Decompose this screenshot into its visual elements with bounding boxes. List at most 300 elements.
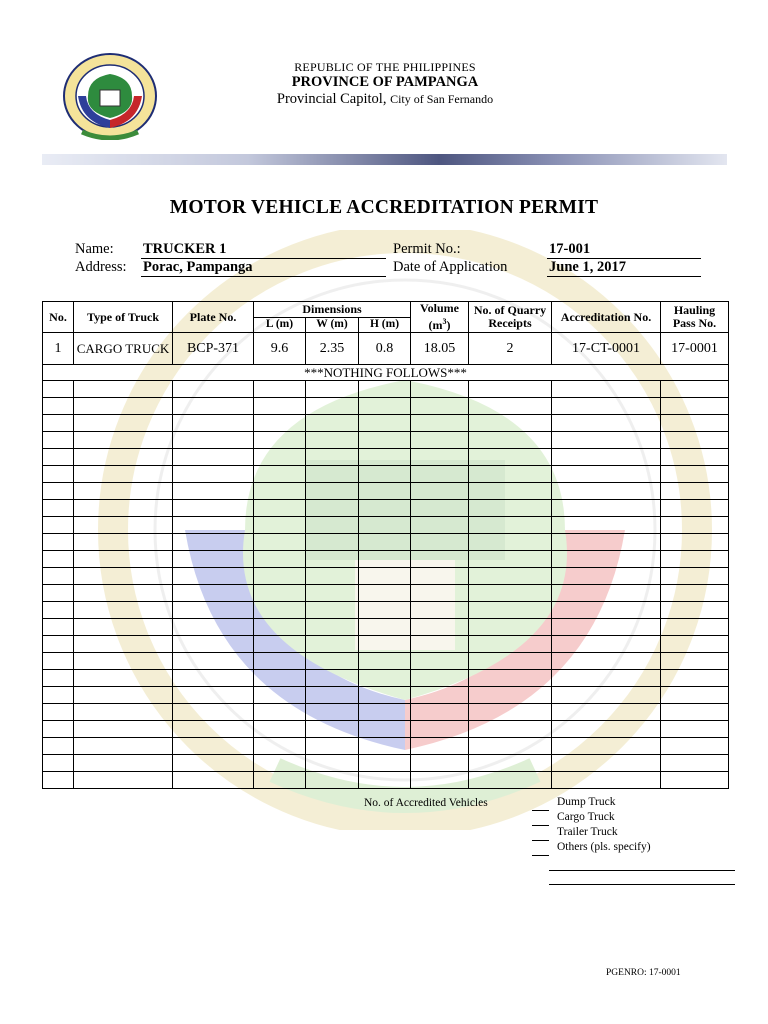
- table-cell: [254, 772, 306, 789]
- table-cell: [306, 500, 359, 517]
- nothing-follows-text: ***NOTHING FOLLOWS***: [43, 365, 729, 381]
- table-cell: [74, 772, 173, 789]
- table-cell: [552, 636, 661, 653]
- table-cell: [306, 585, 359, 602]
- table-row: [43, 449, 729, 466]
- table-row: [43, 333, 729, 365]
- table-cell: [306, 636, 359, 653]
- table-cell: [661, 670, 729, 687]
- table-cell: [254, 653, 306, 670]
- table-cell: [43, 721, 74, 738]
- table-cell: [552, 534, 661, 551]
- table-cell: [552, 738, 661, 755]
- table-cell: [411, 415, 469, 432]
- table-cell: [306, 398, 359, 415]
- table-cell: [359, 721, 411, 738]
- table-cell: [552, 772, 661, 789]
- table-cell: [469, 687, 552, 704]
- table-cell: [173, 602, 254, 619]
- empty-rows: [43, 381, 729, 789]
- table-cell: [411, 636, 469, 653]
- table-cell: [254, 551, 306, 568]
- table-cell: [43, 619, 74, 636]
- table-cell: [306, 687, 359, 704]
- table-cell: [552, 602, 661, 619]
- table-cell: [469, 381, 552, 398]
- table-cell: [411, 585, 469, 602]
- table-cell: [43, 551, 74, 568]
- table-cell: [173, 738, 254, 755]
- table-cell: [411, 398, 469, 415]
- specify-line-1: [549, 870, 735, 871]
- col-accreditation-header: Accreditation No.: [552, 302, 661, 333]
- header-republic: REPUBLIC OF THE PHILIPPINES: [294, 60, 476, 74]
- trailer-truck-blank: [532, 840, 549, 841]
- table-cell: [74, 500, 173, 517]
- table-cell: [306, 670, 359, 687]
- table-cell: [469, 738, 552, 755]
- row-length: 9.6: [254, 333, 306, 365]
- table-cell: [254, 483, 306, 500]
- table-cell: [661, 500, 729, 517]
- table-cell: [469, 619, 552, 636]
- address-value: Porac, Pampanga: [141, 259, 386, 277]
- table-cell: [254, 517, 306, 534]
- header-divider-band: [42, 154, 727, 165]
- table-cell: [43, 687, 74, 704]
- table-cell: [552, 653, 661, 670]
- table-row: [43, 619, 729, 636]
- table-cell: [254, 415, 306, 432]
- table-cell: [173, 670, 254, 687]
- table-cell: [359, 585, 411, 602]
- table-cell: [661, 721, 729, 738]
- table-cell: [43, 670, 74, 687]
- table-row: [43, 483, 729, 500]
- table-cell: [411, 432, 469, 449]
- table-cell: [254, 704, 306, 721]
- table-cell: [43, 704, 74, 721]
- table-cell: [43, 585, 74, 602]
- address-label: Address:: [75, 259, 127, 275]
- table-cell: [359, 602, 411, 619]
- table-cell: [552, 381, 661, 398]
- table-cell: [469, 670, 552, 687]
- table-cell: [469, 534, 552, 551]
- table-cell: [469, 466, 552, 483]
- table-cell: [552, 568, 661, 585]
- table-cell: [411, 687, 469, 704]
- header-capitol: [240, 91, 530, 108]
- table-cell: [469, 585, 552, 602]
- table-cell: [661, 755, 729, 772]
- table-cell: [43, 738, 74, 755]
- table-cell: [306, 772, 359, 789]
- table-cell: [661, 653, 729, 670]
- table-cell: [173, 687, 254, 704]
- table-cell: [411, 534, 469, 551]
- table-cell: [469, 398, 552, 415]
- table-cell: [552, 500, 661, 517]
- table-cell: [359, 738, 411, 755]
- table-cell: [469, 602, 552, 619]
- table-cell: [43, 568, 74, 585]
- volume-header-unit: (m: [428, 318, 443, 332]
- table-cell: [74, 568, 173, 585]
- table-cell: [173, 534, 254, 551]
- table-cell: [306, 551, 359, 568]
- table-row: [43, 738, 729, 755]
- table-cell: [661, 602, 729, 619]
- table-cell: [552, 432, 661, 449]
- table-cell: [359, 619, 411, 636]
- table-cell: [254, 755, 306, 772]
- table-cell: [552, 687, 661, 704]
- table-cell: [74, 449, 173, 466]
- table-cell: [74, 534, 173, 551]
- col-h-header: H (m): [359, 317, 411, 333]
- table-cell: [359, 517, 411, 534]
- table-row: [43, 500, 729, 517]
- table-cell: [173, 721, 254, 738]
- table-cell: [173, 500, 254, 517]
- table-cell: [359, 466, 411, 483]
- table-cell: [469, 517, 552, 534]
- table-cell: [173, 398, 254, 415]
- table-cell: [74, 398, 173, 415]
- vehicle-table: [42, 301, 729, 789]
- table-cell: [43, 449, 74, 466]
- table-cell: [74, 721, 173, 738]
- table-cell: [254, 721, 306, 738]
- table-cell: [173, 704, 254, 721]
- table-cell: [552, 517, 661, 534]
- table-cell: [661, 449, 729, 466]
- table-cell: [661, 398, 729, 415]
- table-cell: [359, 500, 411, 517]
- table-cell: [173, 517, 254, 534]
- table-cell: [306, 415, 359, 432]
- col-volume-header: [411, 302, 469, 333]
- table-cell: [74, 415, 173, 432]
- table-cell: [552, 670, 661, 687]
- table-cell: [552, 466, 661, 483]
- table-cell: [173, 585, 254, 602]
- table-cell: [74, 483, 173, 500]
- col-plate-header: Plate No.: [173, 302, 254, 333]
- date-label: Date of Application: [393, 259, 508, 275]
- table-cell: [411, 721, 469, 738]
- table-cell: [552, 483, 661, 500]
- table-cell: [254, 619, 306, 636]
- table-cell: [359, 449, 411, 466]
- table-cell: [74, 755, 173, 772]
- table-cell: [173, 772, 254, 789]
- row-height: 0.8: [359, 333, 411, 365]
- table-cell: [173, 636, 254, 653]
- date-value: June 1, 2017: [547, 259, 701, 277]
- table-cell: [74, 432, 173, 449]
- table-cell: [173, 415, 254, 432]
- row-type: CARGO TRUCK: [74, 333, 173, 365]
- table-cell: [254, 398, 306, 415]
- table-cell: [254, 636, 306, 653]
- reference-number: PGENRO: 17-0001: [606, 968, 681, 978]
- row-accreditation: 17-CT-0001: [552, 333, 661, 365]
- table-cell: [359, 381, 411, 398]
- option-dump-truck: Dump Truck: [557, 796, 616, 808]
- table-cell: [411, 568, 469, 585]
- table-cell: [43, 415, 74, 432]
- table-cell: [306, 432, 359, 449]
- table-cell: [74, 381, 173, 398]
- table-row: [43, 653, 729, 670]
- table-row: [43, 602, 729, 619]
- table-cell: [359, 534, 411, 551]
- table-cell: [469, 636, 552, 653]
- table-cell: [469, 432, 552, 449]
- table-cell: [43, 466, 74, 483]
- table-cell: [552, 415, 661, 432]
- table-cell: [552, 619, 661, 636]
- table-cell: [359, 772, 411, 789]
- table-cell: [74, 653, 173, 670]
- table-cell: [306, 466, 359, 483]
- table-cell: [661, 466, 729, 483]
- table-cell: [254, 449, 306, 466]
- table-cell: [469, 500, 552, 517]
- table-cell: [254, 381, 306, 398]
- table-cell: [411, 619, 469, 636]
- table-cell: [306, 738, 359, 755]
- table-cell: [306, 653, 359, 670]
- table-row: [43, 534, 729, 551]
- table-cell: [552, 551, 661, 568]
- col-w-header: W (m): [306, 317, 359, 333]
- row-hauling: 17-0001: [661, 333, 729, 365]
- row-plate: BCP-371: [173, 333, 254, 365]
- table-cell: [661, 738, 729, 755]
- header-province: PROVINCE OF PAMPANGA: [291, 74, 479, 90]
- table-cell: [173, 432, 254, 449]
- table-cell: [661, 432, 729, 449]
- table-cell: [469, 704, 552, 721]
- row-quarry: 2: [469, 333, 552, 365]
- header-capitol-city: City of San Fernando: [390, 92, 494, 106]
- name-label: Name:: [75, 241, 114, 257]
- table-cell: [306, 534, 359, 551]
- table-cell: [359, 415, 411, 432]
- table-cell: [359, 432, 411, 449]
- table-cell: [74, 636, 173, 653]
- row-volume: 18.05: [411, 333, 469, 365]
- table-cell: [661, 636, 729, 653]
- table-cell: [359, 568, 411, 585]
- table-row: [43, 721, 729, 738]
- header-capitol-main: Provincial Capitol,: [276, 91, 387, 107]
- table-row: [43, 687, 729, 704]
- table-cell: [254, 432, 306, 449]
- table-cell: [43, 432, 74, 449]
- col-dimensions-header: Dimensions: [254, 302, 411, 318]
- table-cell: [661, 381, 729, 398]
- table-cell: [661, 585, 729, 602]
- table-cell: [552, 704, 661, 721]
- table-cell: [74, 738, 173, 755]
- table-cell: [254, 602, 306, 619]
- table-cell: [74, 585, 173, 602]
- table-row-nothing-follows: [43, 365, 729, 381]
- table-cell: [661, 517, 729, 534]
- col-no-header: No.: [43, 302, 74, 333]
- table-cell: [306, 602, 359, 619]
- table-cell: [74, 687, 173, 704]
- table-cell: [173, 381, 254, 398]
- table-cell: [254, 500, 306, 517]
- table-cell: [74, 466, 173, 483]
- table-cell: [469, 483, 552, 500]
- table-row: [43, 636, 729, 653]
- table-cell: [469, 568, 552, 585]
- province-seal: [62, 52, 158, 140]
- table-cell: [661, 772, 729, 789]
- table-cell: [74, 619, 173, 636]
- table-cell: [359, 670, 411, 687]
- table-cell: [469, 415, 552, 432]
- table-cell: [43, 398, 74, 415]
- table-cell: [43, 517, 74, 534]
- table-cell: [552, 398, 661, 415]
- table-cell: [306, 381, 359, 398]
- volume-header-sup: 3: [442, 317, 447, 326]
- col-quarry-header: No. of Quarry Receipts: [469, 302, 552, 333]
- col-l-header: L (m): [254, 317, 306, 333]
- table-cell: [661, 568, 729, 585]
- table-cell: [359, 704, 411, 721]
- table-cell: [661, 619, 729, 636]
- table-cell: [411, 653, 469, 670]
- table-cell: [469, 755, 552, 772]
- table-cell: [359, 687, 411, 704]
- table-cell: [254, 534, 306, 551]
- table-cell: [173, 619, 254, 636]
- table-row: [43, 704, 729, 721]
- table-cell: [306, 721, 359, 738]
- table-cell: [43, 653, 74, 670]
- table-row: [43, 398, 729, 415]
- table-cell: [661, 704, 729, 721]
- table-cell: [359, 755, 411, 772]
- page-title: MOTOR VEHICLE ACCREDITATION PERMIT: [169, 197, 599, 218]
- table-cell: [43, 500, 74, 517]
- table-cell: [43, 602, 74, 619]
- table-cell: [411, 466, 469, 483]
- accredited-vehicles-label: No. of Accredited Vehicles: [364, 797, 488, 809]
- table-cell: [254, 670, 306, 687]
- volume-header-label: Volume: [420, 301, 459, 315]
- table-cell: [552, 449, 661, 466]
- table-cell: [661, 534, 729, 551]
- table-header-row: [43, 302, 729, 318]
- table-cell: [411, 704, 469, 721]
- table-cell: [74, 517, 173, 534]
- table-row: [43, 551, 729, 568]
- option-others: Others (pls. specify): [557, 841, 651, 853]
- table-cell: [661, 687, 729, 704]
- others-blank: [532, 855, 549, 856]
- table-cell: [469, 772, 552, 789]
- table-row: [43, 466, 729, 483]
- table-cell: [411, 755, 469, 772]
- table-cell: [359, 653, 411, 670]
- table-row: [43, 772, 729, 789]
- table-cell: [43, 755, 74, 772]
- table-cell: [306, 619, 359, 636]
- row-no: 1: [43, 333, 74, 365]
- table-cell: [411, 551, 469, 568]
- cargo-truck-blank: [532, 825, 549, 826]
- table-cell: [552, 585, 661, 602]
- table-cell: [43, 381, 74, 398]
- table-cell: [469, 653, 552, 670]
- table-cell: [359, 398, 411, 415]
- table-cell: [359, 483, 411, 500]
- table-row: [43, 568, 729, 585]
- table-cell: [469, 721, 552, 738]
- table-cell: [254, 738, 306, 755]
- table-cell: [411, 517, 469, 534]
- table-cell: [43, 483, 74, 500]
- row-width: 2.35: [306, 333, 359, 365]
- table-cell: [661, 483, 729, 500]
- table-cell: [661, 551, 729, 568]
- table-cell: [74, 551, 173, 568]
- table-row: [43, 432, 729, 449]
- table-cell: [411, 381, 469, 398]
- table-cell: [173, 449, 254, 466]
- table-row: [43, 381, 729, 398]
- table-row: [43, 415, 729, 432]
- option-trailer-truck: Trailer Truck: [557, 826, 618, 838]
- table-cell: [254, 687, 306, 704]
- table-cell: [173, 653, 254, 670]
- table-cell: [469, 551, 552, 568]
- table-cell: [306, 704, 359, 721]
- table-cell: [411, 670, 469, 687]
- table-cell: [411, 500, 469, 517]
- table-cell: [552, 755, 661, 772]
- table-cell: [306, 568, 359, 585]
- table-cell: [254, 568, 306, 585]
- table-cell: [469, 449, 552, 466]
- permit-value: 17-001: [547, 241, 701, 259]
- table-cell: [306, 517, 359, 534]
- table-cell: [306, 449, 359, 466]
- table-cell: [411, 602, 469, 619]
- table-cell: [173, 568, 254, 585]
- table-cell: [306, 483, 359, 500]
- table-cell: [173, 466, 254, 483]
- table-cell: [43, 534, 74, 551]
- table-cell: [552, 721, 661, 738]
- table-cell: [254, 466, 306, 483]
- name-value: TRUCKER 1: [141, 241, 386, 259]
- option-cargo-truck: Cargo Truck: [557, 811, 615, 823]
- specify-line-2: [549, 884, 735, 885]
- table-cell: [173, 755, 254, 772]
- table-cell: [411, 738, 469, 755]
- col-hauling-header: Hauling Pass No.: [661, 302, 729, 333]
